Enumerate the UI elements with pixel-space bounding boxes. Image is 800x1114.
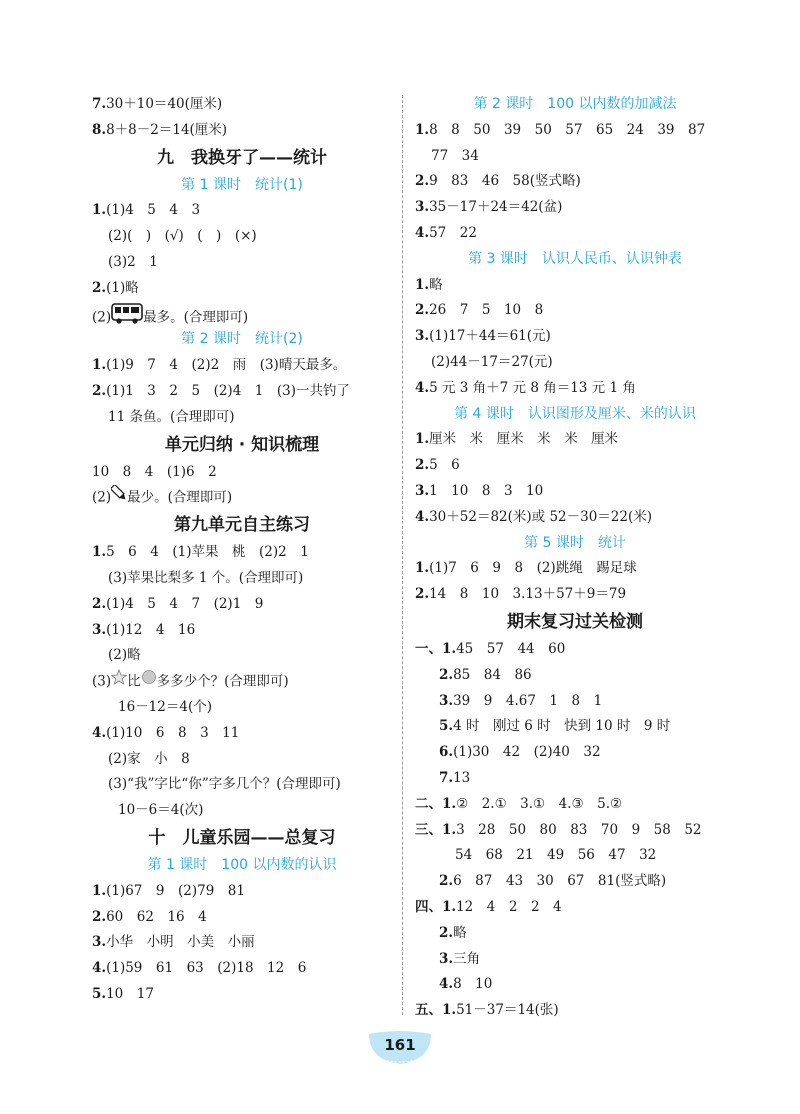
answer-text: (1)1 3 2 5 (2)4 1 (3)一共钓了 bbox=[106, 382, 350, 399]
answer-text: (2)44－17＝27(元) bbox=[431, 353, 553, 370]
answer-text: 1 10 8 3 10 bbox=[429, 482, 544, 499]
circle-icon bbox=[141, 669, 157, 695]
bus-icon bbox=[111, 302, 143, 334]
answer-line bbox=[92, 772, 392, 798]
answer-text: 85 84 86 bbox=[453, 666, 532, 683]
answer-line bbox=[415, 947, 735, 973]
answer-line bbox=[92, 669, 392, 695]
answer-text: (2)略 bbox=[108, 647, 141, 664]
answer-text: 77 34 bbox=[431, 147, 479, 164]
answer-line bbox=[415, 505, 735, 531]
item-number: 2. bbox=[439, 873, 454, 890]
answer-text: 30＋52＝82(米)或 52－30＝22(米) bbox=[429, 508, 653, 525]
answer-text: (3)苹果比梨多 1 个。(合理即可) bbox=[108, 569, 304, 586]
answer-text: 35－17＋24＝42(盆) bbox=[429, 199, 563, 216]
compare-word: 比 bbox=[127, 673, 141, 690]
answer-line bbox=[92, 302, 392, 328]
answer-line bbox=[415, 324, 735, 350]
item-number: 3. bbox=[92, 621, 107, 638]
answer-line bbox=[92, 250, 392, 276]
unit-heading: 期末复习过关检测 bbox=[507, 611, 643, 632]
item-number: 8. bbox=[92, 121, 107, 138]
answer-text: (1)4 5 4 7 (2)1 9 bbox=[106, 595, 264, 612]
item-number: 3. bbox=[415, 199, 430, 216]
answer-line bbox=[415, 221, 735, 247]
answer-text: 厘米 米 厘米 米 米 厘米 bbox=[429, 431, 619, 448]
item-number: 四、1. bbox=[415, 898, 457, 915]
item-number: 2. bbox=[415, 586, 430, 603]
lesson-heading: 第 2 课时 100 以内数的加减法 bbox=[473, 96, 677, 112]
answer-line bbox=[92, 695, 392, 721]
item-number: 1. bbox=[415, 276, 430, 293]
answer-line bbox=[92, 592, 392, 618]
column-divider bbox=[402, 95, 403, 1015]
answer-text: (1)9 7 4 (2)2 雨 (3)晴天最多。 bbox=[106, 357, 347, 374]
answer-text: ② 2.① 3.① 4.③ 5.② bbox=[456, 795, 623, 812]
answer-line bbox=[415, 766, 735, 792]
star-icon bbox=[111, 669, 127, 695]
answer-text: 45 57 44 60 bbox=[456, 640, 566, 657]
answer-text: 10－6＝4(次) bbox=[118, 802, 204, 819]
answer-text: (1)59 61 63 (2)18 12 6 bbox=[106, 960, 307, 977]
answer-text: 6 87 43 30 67 81(竖式略) bbox=[453, 873, 667, 890]
answer-line bbox=[92, 930, 392, 956]
answer-text: (2)家 小 8 bbox=[108, 750, 190, 767]
item-number: 2. bbox=[439, 924, 454, 941]
answer-line bbox=[415, 144, 735, 170]
answer-text: 51－37＝14(张) bbox=[456, 1002, 559, 1019]
answer-line bbox=[415, 169, 735, 195]
answer-line bbox=[415, 663, 735, 689]
item-number: 1. bbox=[415, 431, 430, 448]
item-number: 3. bbox=[415, 328, 430, 345]
answer-text: 4 时 刚过 6 时 快到 10 时 9 时 bbox=[453, 718, 671, 735]
item-number: 4. bbox=[92, 724, 107, 741]
item-number: 1. bbox=[92, 882, 107, 899]
item-number: 二、1. bbox=[415, 795, 457, 812]
item-number: 4. bbox=[415, 379, 430, 396]
item-number: 2. bbox=[92, 595, 107, 612]
item-number: 2. bbox=[439, 666, 454, 683]
lesson-heading: 第 1 课时 100 以内数的认识 bbox=[147, 856, 337, 873]
answer-line bbox=[92, 540, 392, 566]
answer-line bbox=[92, 353, 392, 379]
item-number: 2. bbox=[415, 457, 430, 474]
item-number: 1. bbox=[415, 121, 430, 138]
answer-line bbox=[415, 582, 735, 608]
answer-line bbox=[415, 273, 735, 299]
answer-text: (1)12 4 16 bbox=[106, 621, 196, 638]
answer-line bbox=[415, 479, 735, 505]
pencil-icon bbox=[111, 485, 127, 511]
answer-text: (2)( ) (√) ( ) (×) bbox=[108, 228, 257, 245]
answer-line bbox=[415, 714, 735, 740]
unit-heading: 十 儿童乐园——总复习 bbox=[148, 827, 336, 848]
answer-line bbox=[92, 982, 392, 1008]
answer-line bbox=[415, 376, 735, 402]
answer-line bbox=[415, 556, 735, 582]
answer-text: 8＋8－2＝14(厘米) bbox=[106, 121, 228, 138]
answer-line bbox=[415, 921, 735, 947]
item-number: 4. bbox=[439, 976, 454, 993]
answer-line bbox=[92, 460, 392, 486]
answer-text: 16－12＝4(个) bbox=[118, 698, 212, 715]
answer-line bbox=[92, 747, 392, 773]
answer-text: 三角 bbox=[453, 950, 481, 967]
lesson-heading: 第 3 课时 认识人民币、认识钟表 bbox=[468, 250, 682, 267]
sub-item-label: (2) bbox=[92, 308, 112, 325]
answer-text: 3 28 50 80 83 70 9 58 52 bbox=[456, 821, 702, 838]
left-column bbox=[92, 92, 392, 1008]
answer-line bbox=[92, 276, 392, 302]
item-number: 3. bbox=[92, 934, 107, 951]
answer-text: 10 17 bbox=[106, 985, 154, 1002]
answer-text: (1)7 6 9 8 (2)跳绳 踢足球 bbox=[429, 560, 637, 577]
answer-line bbox=[415, 998, 735, 1024]
item-number: 2. bbox=[92, 279, 107, 296]
answer-text: 5 6 4 (1)苹果 桃 (2)2 1 bbox=[106, 544, 309, 561]
item-number: 3. bbox=[415, 482, 430, 499]
answer-line bbox=[92, 643, 392, 669]
item-number: 1. bbox=[92, 202, 107, 219]
answer-text: 13 bbox=[453, 769, 471, 786]
answer-line bbox=[415, 689, 735, 715]
page-number: 161 bbox=[384, 1036, 416, 1054]
answer-text: 小华 小明 小美 小丽 bbox=[106, 934, 255, 951]
answer-line bbox=[92, 118, 392, 144]
answer-text: 54 68 21 49 56 47 32 bbox=[455, 847, 657, 864]
item-number: 一、1. bbox=[415, 640, 457, 657]
item-number: 1. bbox=[92, 544, 107, 561]
answer-line bbox=[92, 405, 392, 431]
answer-line bbox=[415, 427, 735, 453]
answer-text: 57 22 bbox=[429, 224, 477, 241]
answer-text: 14 8 10 3.13＋57＋9＝79 bbox=[429, 586, 627, 603]
unit-heading: 第九单元自主练习 bbox=[174, 515, 310, 536]
item-number: 2. bbox=[415, 302, 430, 319]
lesson-heading: 第 4 课时 认识图形及厘米、米的认识 bbox=[454, 405, 696, 422]
unit-heading: 单元归纳 · 知识梳理 bbox=[164, 434, 320, 455]
answer-line bbox=[92, 879, 392, 905]
answer-line bbox=[92, 92, 392, 118]
answer-line bbox=[415, 350, 735, 376]
page-number-badge bbox=[365, 1030, 435, 1066]
answer-line bbox=[415, 972, 735, 998]
answer-text: 10 8 4 (1)6 2 bbox=[92, 463, 217, 480]
item-number: 2. bbox=[92, 908, 107, 925]
answer-line bbox=[92, 566, 392, 592]
answer-text: 略 bbox=[429, 276, 443, 293]
item-number: 7. bbox=[92, 96, 107, 112]
item-number: 4. bbox=[92, 960, 107, 977]
answer-text: (1)10 6 8 3 11 bbox=[106, 724, 240, 741]
answer-text: (1)略 bbox=[106, 279, 139, 296]
answer-line bbox=[92, 956, 392, 982]
answer-text: 39 9 4.67 1 8 1 bbox=[453, 692, 603, 709]
answer-text: 最多。(合理即可) bbox=[143, 308, 249, 325]
answer-text: (1)30 42 (2)40 32 bbox=[453, 744, 601, 761]
answer-text: 8 10 bbox=[453, 976, 493, 993]
sub-item-label: (3) bbox=[92, 673, 112, 690]
answer-text: 9 83 46 58(竖式略) bbox=[429, 173, 581, 190]
answer-line bbox=[415, 195, 735, 221]
answer-text: 多多少个？(合理即可) bbox=[156, 673, 289, 690]
item-number: 2. bbox=[415, 173, 430, 190]
answer-text: (1)17＋44＝61(元) bbox=[429, 328, 551, 345]
answer-text: 5 元 3 角＋7 元 8 角＝13 元 1 角 bbox=[429, 379, 636, 396]
answer-line bbox=[92, 905, 392, 931]
answer-line bbox=[92, 721, 392, 747]
answer-text: 5 6 bbox=[429, 457, 460, 474]
answer-text: 11 条鱼。(合理即可) bbox=[108, 408, 235, 425]
answer-text: (1)67 9 (2)79 81 bbox=[106, 882, 245, 899]
answer-line bbox=[92, 198, 392, 224]
answer-line bbox=[415, 118, 735, 144]
answer-text: 略 bbox=[453, 924, 467, 941]
answer-line bbox=[415, 740, 735, 766]
lesson-heading: 第 5 课时 统计 bbox=[524, 534, 626, 551]
answer-line bbox=[415, 637, 735, 663]
item-number: 五、1. bbox=[415, 1002, 457, 1019]
item-number: 三、1. bbox=[415, 821, 457, 838]
answer-line bbox=[415, 792, 735, 818]
right-column bbox=[415, 92, 735, 1024]
item-number: 3. bbox=[439, 950, 454, 967]
answer-text: 最少。(合理即可) bbox=[127, 489, 233, 506]
answer-line bbox=[415, 453, 735, 479]
answer-line bbox=[92, 618, 392, 644]
answer-text: (3)2 1 bbox=[108, 253, 158, 270]
answer-text: 12 4 2 2 4 bbox=[456, 898, 562, 915]
lesson-heading: 第 1 课时 统计(1) bbox=[181, 176, 303, 193]
item-number: 3. bbox=[439, 692, 454, 709]
item-number: 1. bbox=[415, 560, 430, 577]
answer-line bbox=[415, 298, 735, 324]
sub-item-label: (2) bbox=[92, 489, 112, 506]
lesson-heading: 第 2 课时 统计(2) bbox=[181, 331, 303, 348]
item-number: 4. bbox=[415, 224, 430, 241]
answer-text: 30＋10＝40(厘米) bbox=[106, 96, 223, 112]
answer-line bbox=[415, 869, 735, 895]
answer-text: 26 7 5 10 8 bbox=[429, 302, 544, 319]
item-number: 6. bbox=[439, 744, 454, 761]
answer-line bbox=[92, 485, 392, 511]
item-number: 4. bbox=[415, 508, 430, 525]
answer-line bbox=[92, 224, 392, 250]
answer-line bbox=[92, 379, 392, 405]
answer-line bbox=[92, 798, 392, 824]
answer-line bbox=[415, 895, 735, 921]
answer-text: 8 8 50 39 50 57 65 24 39 87 bbox=[429, 121, 706, 138]
answer-text: 60 62 16 4 bbox=[106, 908, 207, 925]
unit-heading: 九 我换牙了——统计 bbox=[157, 147, 327, 168]
answer-text: (1)4 5 4 3 bbox=[106, 202, 201, 219]
answer-text: (3)“我”字比“你”字多几个？(合理即可) bbox=[108, 776, 341, 793]
item-number: 5. bbox=[92, 985, 107, 1002]
item-number: 5. bbox=[439, 718, 454, 735]
item-number: 2. bbox=[92, 382, 107, 399]
item-number: 1. bbox=[92, 357, 107, 374]
answer-line bbox=[415, 818, 735, 844]
answer-line bbox=[415, 843, 735, 869]
item-number: 7. bbox=[439, 769, 454, 786]
